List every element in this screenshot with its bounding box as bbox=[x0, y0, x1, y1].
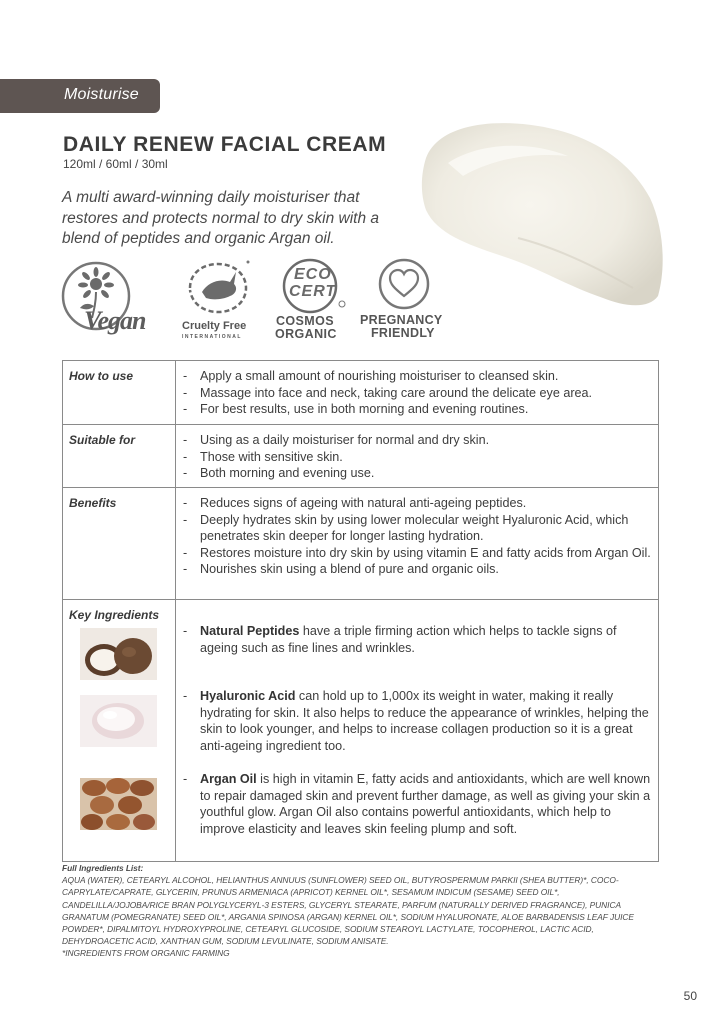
ingredient-name: Argan Oil bbox=[200, 772, 257, 786]
suitable-for-list bbox=[181, 432, 655, 482]
list-item: - For best results, use in both morning and evening routines. bbox=[181, 401, 655, 418]
key-ingredients-label: Key Ingredients bbox=[69, 608, 160, 622]
list-item: - Apply a small amount of nourishing moisturiser to cleansed skin. bbox=[181, 368, 655, 385]
category-label: Moisturise bbox=[64, 86, 139, 103]
suitable-for-label: Suitable for bbox=[69, 433, 136, 447]
ingredient-description: is high in vitamin E, fatty acids and antioxidants, which are well known to repair damaged skin and prevent further damage, as well as giving your skin a youthful glow. Argan Oil also contains powerful antioxidants, which help to improve elasticity and leaves skin feeling plump and soft. bbox=[200, 772, 651, 836]
cruelty-free-sub: INTERNATIONAL bbox=[182, 334, 242, 340]
ecocert-line1: ECO bbox=[294, 266, 332, 283]
table-row-benefits bbox=[63, 488, 658, 600]
cosmos-line1: COSMOS bbox=[276, 314, 334, 328]
page-number: 50 bbox=[683, 989, 697, 1003]
product-info-table bbox=[62, 360, 659, 862]
list-item: - Restores moisture into dry skin by using vitamin E and fatty acids from Argan Oil. bbox=[181, 545, 655, 562]
ingredient-name: Natural Peptides bbox=[200, 624, 300, 638]
full-ingredients-heading: Full Ingredients List: bbox=[62, 863, 144, 873]
leaping-bunny-icon bbox=[178, 258, 258, 320]
ingredient-description: can hold up to 1,000x its weight in water, making it really hydrating for skin. It also helps to reduce the appearance of wrinkles, helping the skin to look younger, and helps to increase collagen production so it is a great anti-ageing ingredient too. bbox=[200, 689, 649, 753]
cruelty-free-label: Cruelty Free bbox=[182, 320, 247, 332]
ingredient-natural-peptides bbox=[181, 623, 655, 656]
full-ingredients-text: AQUA (WATER), CETEARYL ALCOHOL, HELIANTHUS ANNUUS (SUNFLOWER) SEED OIL, BUTYROSPERMUM PARKII (SHEA BUTTER)*, COCO-CAPRYLATE/CAPRATE, GLYCERIN, PRUNUS ARMENIACA (APRICOT) KERNEL OIL*, SESAMUM INDICUM (SESAME) SEED OIL*, CANDELILLA/JOJOBA/RICE BRAN POLYGLYCERYL-3 ESTERS, GLYCERYL STEARATE, PARFUM (NATURALLY DERIVED FRAGRANCE), PUNICA GRANATUM (POMEGRANATE) SEED OIL*, ARGANIA SPINOSA (ARGAN) KERNEL OIL*, SODIUM HYALURONATE, ALOE BARBADENSIS LEAF JUICE POWDER*, DIPALMITOYL HYDROXYPROLINE, CETEARYL GLUCOSIDE, SODIUM STEAROYL LACTYLATE, TOCOPHEROL, LACTIC ACID, DEHYDROACETIC ACID, XANTHAN GUM, SODIUM LEVULINATE, SODIUM ANISATE. bbox=[62, 875, 634, 947]
list-item: - Both morning and evening use. bbox=[181, 465, 655, 482]
full-ingredients-list bbox=[62, 862, 660, 960]
list-item: - Deeply hydrates skin by using lower molecular weight Hyaluronic Acid, which penetrates skin deeper for longer lasting hydration. bbox=[181, 512, 655, 545]
product-description: A multi award-winning daily moisturiser that restores and protects normal to dry skin with a blend of peptides and organic Argan oil. bbox=[62, 189, 380, 247]
benefits-list bbox=[181, 495, 655, 578]
cream-swatch-image bbox=[418, 118, 668, 310]
coconut-image bbox=[80, 628, 157, 680]
list-item: - Reduces signs of ageing with natural anti-ageing peptides. bbox=[181, 495, 655, 512]
ingredient-hyaluronic-acid bbox=[181, 688, 655, 754]
product-title: DAILY RENEW FACIAL CREAM bbox=[63, 133, 387, 156]
ecocert-line2: CERT bbox=[289, 283, 337, 300]
ingredient-description: have a triple firming action which helps to tackle signs of ageing such as fine lines and wrinkles. bbox=[200, 624, 617, 655]
how-to-use-label: How to use bbox=[69, 369, 134, 383]
ingredient-argan-oil bbox=[181, 771, 655, 837]
cosmos-line2: ORGANIC bbox=[275, 327, 337, 341]
pregnancy-heart-icon bbox=[374, 258, 434, 312]
ingredient-name: Hyaluronic Acid bbox=[200, 689, 296, 703]
cream-drop-image bbox=[80, 695, 157, 747]
organic-footnote: *INGREDIENTS FROM ORGANIC FARMING bbox=[62, 948, 230, 959]
vegan-label: Vegan bbox=[84, 306, 146, 335]
product-sizes: 120ml / 60ml / 30ml bbox=[63, 157, 168, 171]
pregnancy-line2: FRIENDLY bbox=[371, 326, 435, 340]
list-item: - Using as a daily moisturiser for normal and dry skin. bbox=[181, 432, 655, 449]
category-ribbon bbox=[0, 79, 160, 113]
list-item: - Those with sensitive skin. bbox=[181, 449, 655, 466]
table-row-key-ingredients bbox=[63, 600, 658, 861]
how-to-use-list bbox=[181, 368, 655, 418]
table-row-how-to-use bbox=[63, 361, 658, 425]
list-item: - Nourishes skin using a blend of pure and organic oils. bbox=[181, 561, 655, 578]
benefits-label: Benefits bbox=[69, 496, 117, 510]
table-row-suitable-for bbox=[63, 425, 658, 488]
pregnancy-line1: PREGNANCY bbox=[360, 313, 443, 327]
argan-nuts-image bbox=[80, 778, 157, 830]
list-item: - Massage into face and neck, taking care around the delicate eye area. bbox=[181, 385, 655, 402]
